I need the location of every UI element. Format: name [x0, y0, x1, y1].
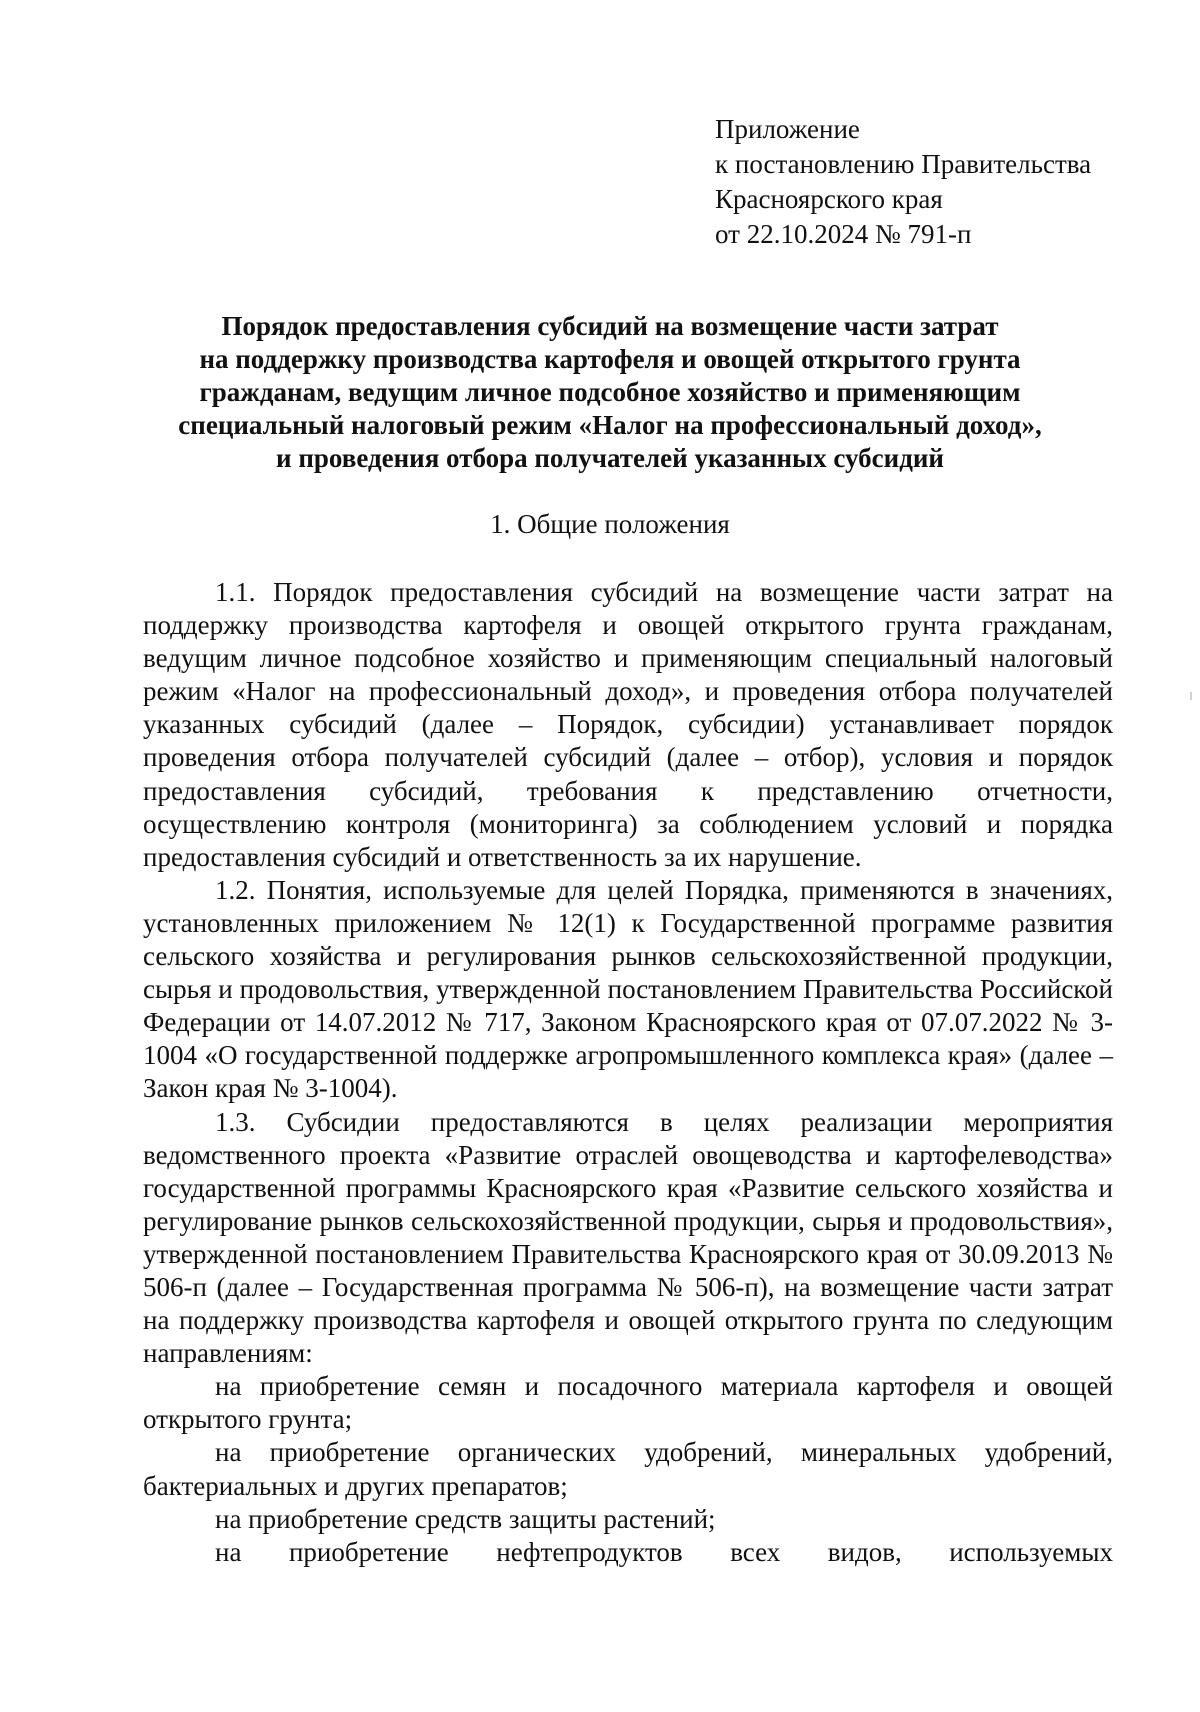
- paragraph-1-2: 1.2. Понятия, используемые для целей Порядка, применяются в значениях, установленных приложением № 12(1) к Государственной программе развития сельского хозяйства и регулирования рынков сельскохозяйственной продукции, сырья и продовольствия, утвержденной постановлением Правительства Российской Федерации от 14.07.2012 № 717, Законом Красноярского края от 07.07.2022 № 3-1004 «О государственной поддержке агропромышленного комплекса края» (далее – Закон края № 3-1004).: [143, 874, 1113, 1104]
- title-line: гражданам, ведущим личное подсобное хозяйство и применяющим: [199, 377, 1021, 407]
- appendix-block: [715, 112, 1091, 252]
- list-item-petroleum: на приобретение нефтепродуктов всех видов, используемых: [215, 1536, 1113, 1567]
- section-heading: 1. Общие положения: [490, 509, 730, 539]
- title-line: и проведения отбора получателей указанных субсидий: [276, 443, 944, 473]
- title-line: на поддержку производства картофеля и овощей открытого грунта: [199, 344, 1021, 374]
- appendix-line: Красноярского края: [715, 184, 943, 214]
- list-item-plant-protection: на приобретение средств защиты растений;: [215, 1503, 716, 1534]
- appendix-line: Приложение: [715, 114, 860, 144]
- scan-artifact: [1190, 692, 1192, 700]
- title-line: специальный налоговый режим «Налог на профессиональный доход»,: [178, 410, 1042, 440]
- paragraph-1-3: 1.3. Субсидии предоставляются в целях реализации мероприятия ведомственного проекта «Развитие отраслей овощеводства и картофелеводства» государственной программы Красноярского края «Развитие сельского хозяйства и регулирование рынков сельскохозяйственной продукции, сырья и продовольствия», утвержденной постановлением Правительства Красноярского края от 30.09.2013 № 506-п (далее – Государственная программа № 506-п), на возмещение части затрат на поддержку производства картофеля и овощей открытого грунта по следующим направлениям:: [143, 1106, 1113, 1369]
- list-item-seeds: на приобретение семян и посадочного материала картофеля и овощей открытого грунта;: [143, 1371, 1113, 1435]
- appendix-line: к постановлению Правительства: [715, 149, 1092, 179]
- document-title: [150, 310, 1070, 475]
- paragraph-1-1: 1.1. Порядок предоставления субсидий на возмещение части затрат на поддержку производства картофеля и овощей открытого грунта гражданам, ведущим личное подсобное хозяйство и применяющим специальный налоговый режим «Налог на профессиональный доход», и проведения отбора получателей указанных субсидий (далее – Порядок, субсидии) устанавливает порядок проведения отбора получателей субсидий (далее – отбор), условия и порядок предоставления субсидий, требования к представлению отчетности, осуществлению контроля (мониторинга) за соблюдением условий и порядка предоставления субсидий и ответственность за их нарушение.: [143, 577, 1113, 872]
- list-item-fertilizers: на приобретение органических удобрений, минеральных удобрений, бактериальных и других препаратов;: [143, 1437, 1113, 1501]
- document-body: [143, 576, 1113, 1602]
- appendix-date-number: от 22.10.2024 № 791-п: [715, 219, 972, 249]
- title-line: Порядок предоставления субсидий на возмещение части затрат: [221, 311, 999, 341]
